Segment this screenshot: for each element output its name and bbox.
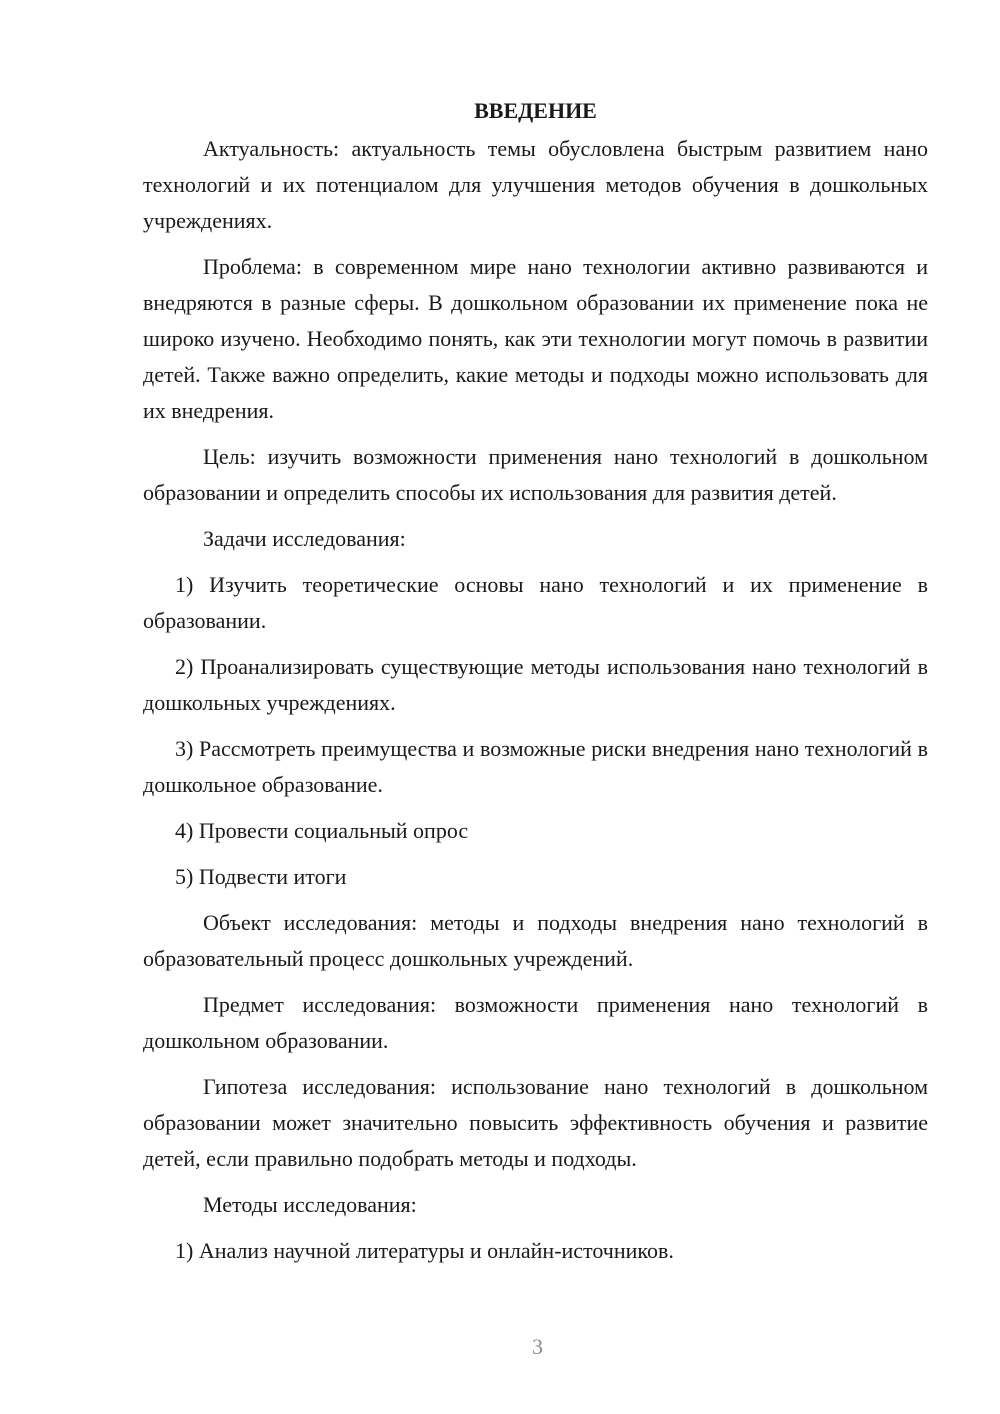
hypothesis-paragraph: Гипотеза исследования: использование нано технологий в дошкольном образовании может значительно повысить эффективность обучения и развитие детей, если правильно подобрать методы и подходы. [143,1074,928,1171]
object-paragraph: Объект исследования: методы и подходы внедрения нано технологий в образовательный процесс дошкольных учреждений. [143,910,928,971]
task-item-2: 2) Проанализировать существующие методы использования нано технологий в дошкольных учреждениях. [143,654,928,715]
methods-title: Методы исследования: [203,1192,417,1217]
subject-paragraph: Предмет исследования: возможности применения нано технологий в дошкольном образовании. [143,992,928,1053]
task-item-1: 1) Изучить теоретические основы нано технологий и их применение в образовании. [143,572,928,633]
document-page [143,93,928,1279]
goal-paragraph: Цель: изучить возможности применения нано технологий в дошкольном образовании и определить способы их использования для развития детей. [143,444,928,505]
task-item-4: 4) Провести социальный опрос [175,818,469,843]
problem-paragraph: Проблема: в современном мире нано технологии активно развиваются и внедряются в разные сферы. В дошкольном образовании их применение пока не широко изучено. Необходимо понять, как эти технологии могут помочь в развитии детей. Также важно определить, какие методы и подходы можно использовать для их внедрения. [143,254,928,423]
task-item-5: 5) Подвести итоги [175,864,347,889]
task-item-3: 3) Рассмотреть преимущества и возможные риски внедрения нано технологий в дошкольное образование. [143,736,928,797]
page-number: 3 [532,1334,543,1359]
section-heading: ВВЕДЕНИЕ [474,98,597,123]
relevance-paragraph: Актуальность: актуальность темы обусловлена быстрым развитием нано технологий и их потенциалом для улучшения методов обучения в дошкольных учреждениях. [143,136,928,233]
method-item-1: 1) Анализ научной литературы и онлайн-источников. [175,1238,674,1263]
tasks-title: Задачи исследования: [203,526,406,551]
